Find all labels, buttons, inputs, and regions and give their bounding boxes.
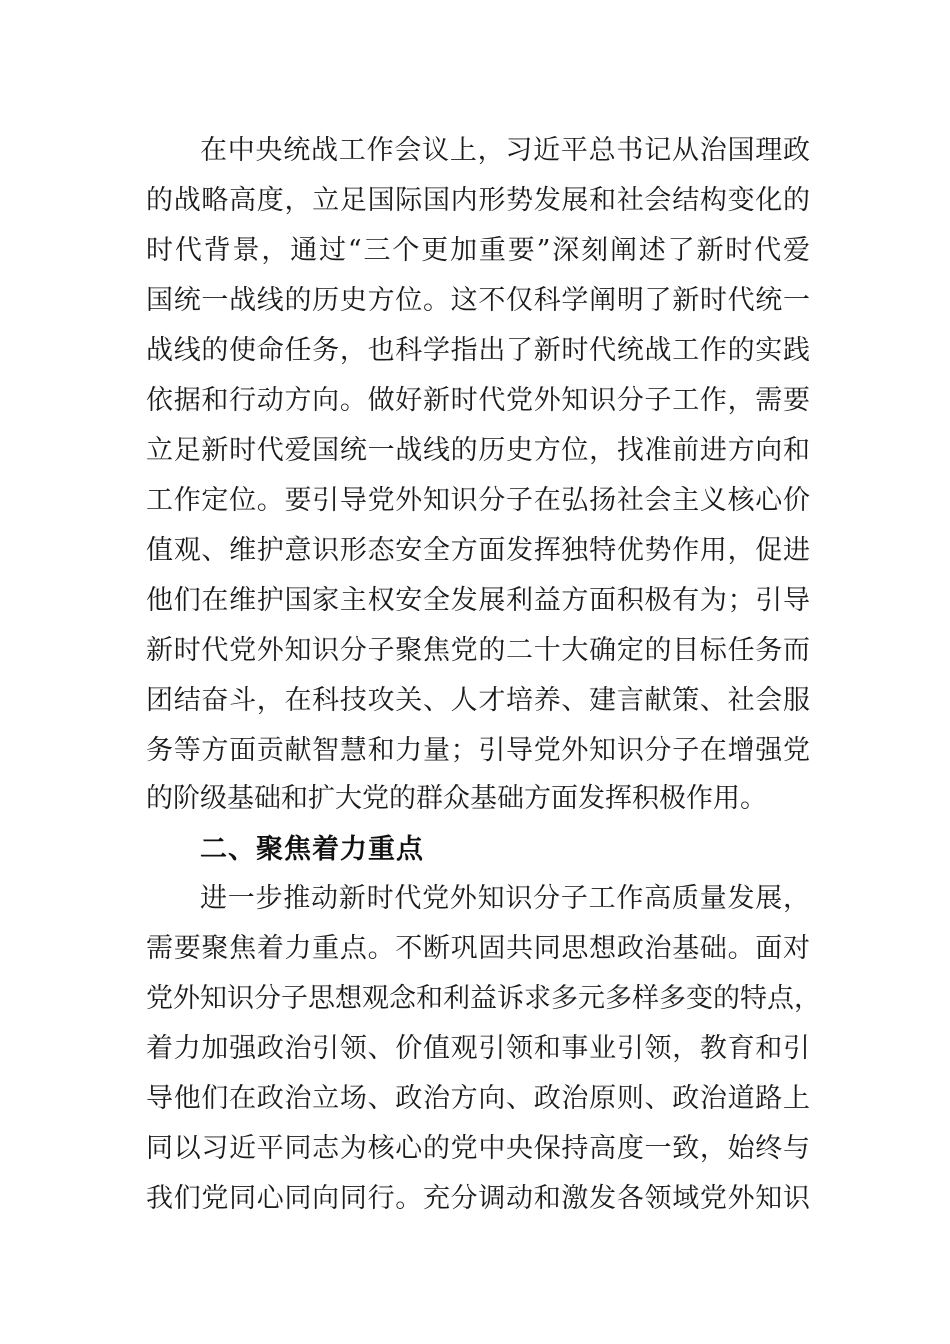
paragraph-1-line-2: 的战略高度，立足国际国内形势发展和社会结构变化的 xyxy=(146,185,810,216)
paragraph-1-line-13: 务等方面贡献智慧和力量；引导党外知识分子在增强党 xyxy=(146,735,810,766)
paragraph-2-line-3: 党外知识分子思想观念和利益诉求多元多样多变的特点， xyxy=(146,983,821,1014)
paragraph-2-line-5: 导他们在政治立场、政治方向、政治原则、政治道路上 xyxy=(146,1083,810,1114)
paragraph-1-line-12: 团结奋斗，在科技攻关、人才培养、建言献策、社会服 xyxy=(146,685,810,716)
paragraph-1-line-1: 在中央统战工作会议上，习近平总书记从治国理政 xyxy=(200,135,810,166)
paragraph-1-line-9: 值观、维护意识形态安全方面发挥独特优势作用，促进 xyxy=(146,535,810,566)
paragraph-1-line-4: 国统一战线的历史方位。这不仅科学阐明了新时代统一 xyxy=(146,285,810,316)
paragraph-1-line-3: 时代背景，通过“三个更加重要”深刻阐述了新时代爱 xyxy=(146,235,810,266)
paragraph-1-line-8: 工作定位。要引导党外知识分子在弘扬社会主义核心价 xyxy=(146,485,810,516)
paragraph-1-line-6: 依据和行动方向。做好新时代党外知识分子工作，需要 xyxy=(146,385,810,416)
paragraph-2-line-2: 需要聚焦着力重点。不断巩固共同思想政治基础。面对 xyxy=(146,933,810,964)
paragraph-2-line-4: 着力加强政治引领、价值观引领和事业引领，教育和引 xyxy=(146,1033,810,1064)
paragraph-1-line-14: 的阶级基础和扩大党的群众基础方面发挥积极作用。 xyxy=(146,783,767,814)
paragraph-1-line-7: 立足新时代爱国统一战线的历史方位，找准前进方向和 xyxy=(146,435,810,466)
paragraph-2-line-7: 我们党同心同向同行。充分调动和激发各领域党外知识 xyxy=(146,1183,810,1214)
section-heading: 二、聚焦着力重点 xyxy=(200,834,424,865)
paragraph-2-line-6: 同以习近平同志为核心的党中央保持高度一致，始终与 xyxy=(146,1133,810,1164)
paragraph-2-line-1: 进一步推动新时代党外知识分子工作高质量发展， xyxy=(200,883,810,914)
paragraph-1-line-11: 新时代党外知识分子聚焦党的二十大确定的目标任务而 xyxy=(146,635,810,666)
paragraph-1-line-10: 他们在维护国家主权安全发展利益方面积极有为；引导 xyxy=(146,585,810,616)
paragraph-1-line-5: 战线的使命任务，也科学指出了新时代统战工作的实践 xyxy=(146,335,810,366)
